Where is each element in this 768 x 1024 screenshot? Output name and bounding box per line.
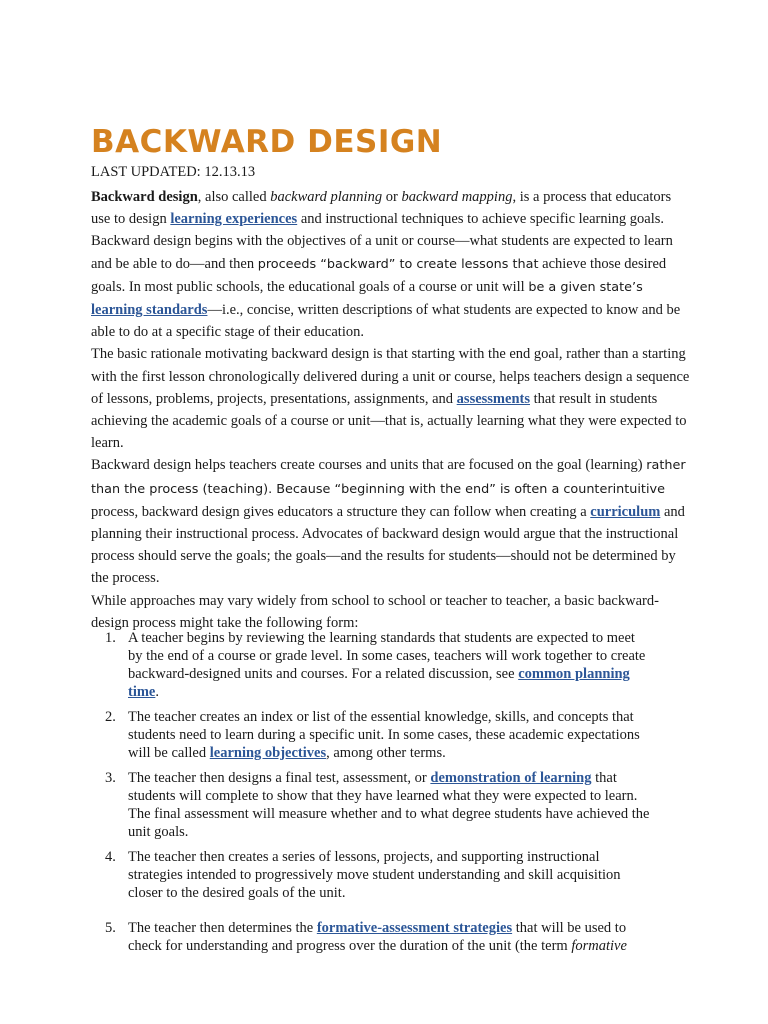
term-italic: backward mapping bbox=[401, 189, 513, 205]
list-item: 1. A teacher begins by reviewing the learning standards that students are expected to meet by the end of a course or grade level. In some cases, teachers will work together to create backward-designed units and courses. For a related discussion, see common planning time. bbox=[105, 630, 646, 700]
last-updated: LAST UPDATED: 12.13.13 bbox=[91, 164, 256, 180]
process-steps-list bbox=[91, 629, 651, 962]
link-common-planning-time[interactable]: common planning time bbox=[128, 666, 630, 700]
link-assessments[interactable]: assessments bbox=[456, 390, 530, 407]
list-item: 2. The teacher creates an index or list of the essential knowledge, skills, and concepts that students need to learn during a specific unit. In some cases, these academic expectations will be called learning objectives, among other terms. bbox=[105, 709, 640, 761]
list-item: 4. The teacher then creates a series of lessons, projects, and supporting instructional strategies intended to progressively move student understanding and skill acquisition closer to the desired goals of the unit. bbox=[105, 849, 621, 901]
article-body bbox=[91, 186, 691, 634]
link-learning-standards[interactable]: learning standards bbox=[91, 302, 208, 319]
term-italic: formative bbox=[571, 938, 627, 954]
term-italic: backward planning bbox=[270, 189, 383, 205]
list-number: 3. bbox=[105, 770, 116, 786]
paragraph-benefits: Backward design helps teachers create courses and units that are focused on the goal (learning) rather than the process (teaching). Because “beginning with the end” is often a counterintuitive process, backward design gives educators a structure they can follow when creating a curriculum and planning their instructional process. Advocates of backward design would argue that the instructional process should serve the goals; the goals—and the results for students—should not be determined by the process. bbox=[91, 457, 686, 587]
paragraph-intro: Backward design, also called backward planning or backward mapping, is a process that educators use to design learning experiences and instructional techniques to achieve specific learning goals. Backward design begins with the objectives of a unit or course—what students are expected to learn and be able to do—and then proceeds “backward” to create lessons that achieve those desired goals. In most public schools, the educational goals of a course or unit will be a given state’s learning standards—i.e., concise, written descriptions of what students are expected to know and be able to do at a specific stage of their education. bbox=[91, 189, 681, 341]
page-title: BACKWARD DESIGN bbox=[91, 124, 443, 160]
list-number: 4. bbox=[105, 849, 116, 865]
list-item: 5. The teacher then determines the formative-assessment strategies that will be used to check for understanding and progress over the duration of the unit (the term formative bbox=[105, 920, 627, 954]
list-number: 5. bbox=[105, 920, 116, 936]
link-curriculum[interactable]: curriculum bbox=[590, 503, 661, 520]
list-number: 1. bbox=[105, 630, 116, 646]
link-learning-experiences[interactable]: learning experiences bbox=[170, 211, 298, 228]
list-number: 2. bbox=[105, 709, 116, 725]
term-bold: Backward design bbox=[91, 189, 198, 205]
link-formative-assessment-strategies[interactable]: formative-assessment strategies bbox=[316, 920, 513, 936]
paragraph-approaches: While approaches may vary widely from school to school or teacher to teacher, a basic backward-design process might take the following form: bbox=[91, 592, 659, 631]
link-learning-objectives[interactable]: learning objectives bbox=[209, 745, 327, 761]
paragraph-rationale: The basic rationale motivating backward design is that starting with the end goal, rather than a starting with the first lesson chronologically delivered during a unit or course, helps teachers design a sequence of lessons, problems, projects, presentations, assignments, and assessments that result in students achieving the academic goals of a course or unit—that is, actually learning what they were expected to learn. bbox=[91, 346, 690, 452]
list-item: 3. The teacher then designs a final test, assessment, or demonstration of learning that students will complete to show that they have learned what they were expected to learn. The final assessment will measure whether and to what degree students have achieved the unit goals. bbox=[105, 770, 650, 840]
link-demonstration-of-learning[interactable]: demonstration of learning bbox=[430, 770, 592, 786]
